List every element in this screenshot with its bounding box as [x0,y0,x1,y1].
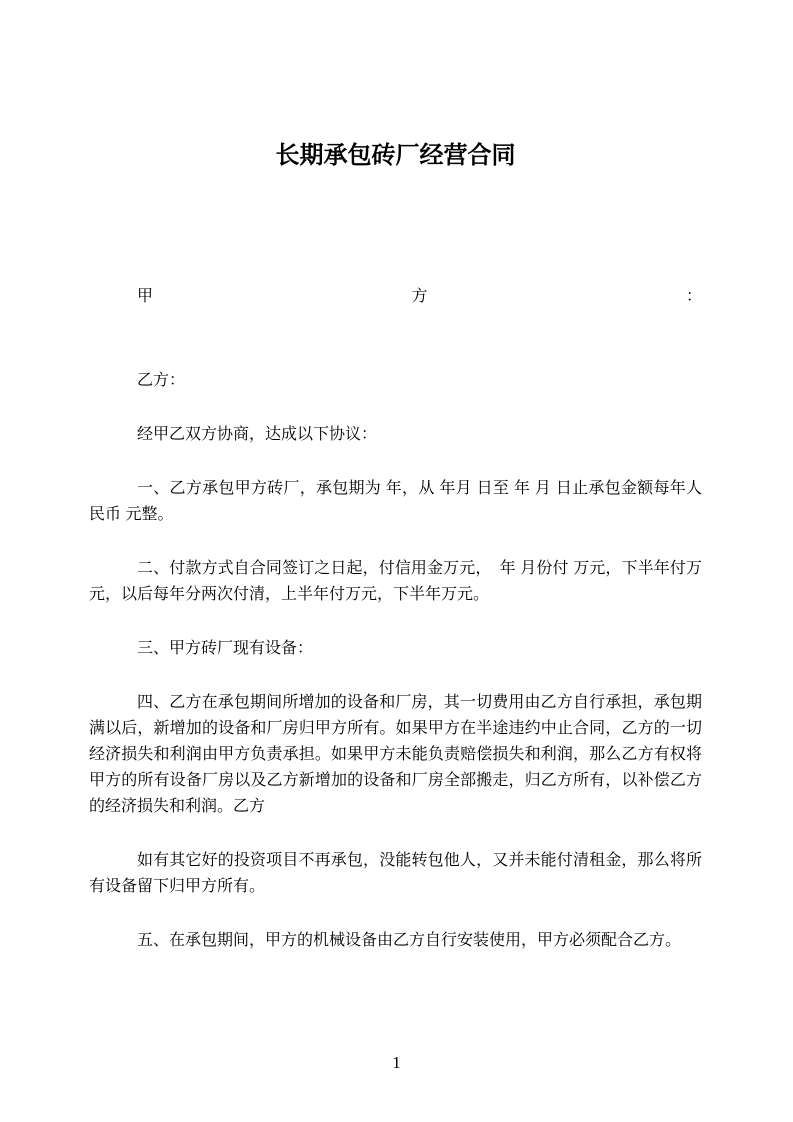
document-title: 长期承包砖厂经营合同 [275,142,516,169]
clause-4-continuation: 如有其它好的投资项目不再承包，没能转包他人，又并未能付清租金，那么将所有设备留下归甲方所有。 [89,852,702,895]
intro-line: 经甲乙双方协商，达成以下协议： [137,426,378,443]
party-a-label-char-jia: 甲 [137,288,154,305]
clause-5: 五、在承包期间，甲方的机械设备由乙方自行安装使用，甲方必须配合乙方。 [137,932,682,949]
clause-2: 二、付款方式自合同签订之日起，付信用金万元， 年 月份付 万元，下半年付万元，以后每年分两次付清，上半年付万元，下半年万元。 [89,560,702,603]
clause-1: 一、乙方承包甲方砖厂，承包期为 年，从 年月 日至 年 月 日止承包金额每年人民币 元整。 [89,480,702,523]
party-a-colon: ： [685,288,702,305]
clause-4: 四、乙方在承包期间所增加的设备和厂房，其一切费用由乙方自行承担，承包期满以后，新增加的设备和厂房归甲方所有。如果甲方在半途违约中止合同，乙方的一切经济损失和利润由甲方负责承担。如果甲方未能负责赔偿损失和利润，那么乙方有权将甲方的所有设备厂房以及乙方新增加的设备和厂房全部搬走，归乙方所有，以补偿乙方的经济损失和利润。乙方 [89,694,702,815]
party-a-label-char-fang: 方 [411,288,428,305]
clause-3: 三、甲方砖厂现有设备： [137,640,314,657]
party-a-line [137,284,702,310]
page-number: 1 [392,1053,401,1072]
party-b-line: 乙方： [137,372,186,389]
